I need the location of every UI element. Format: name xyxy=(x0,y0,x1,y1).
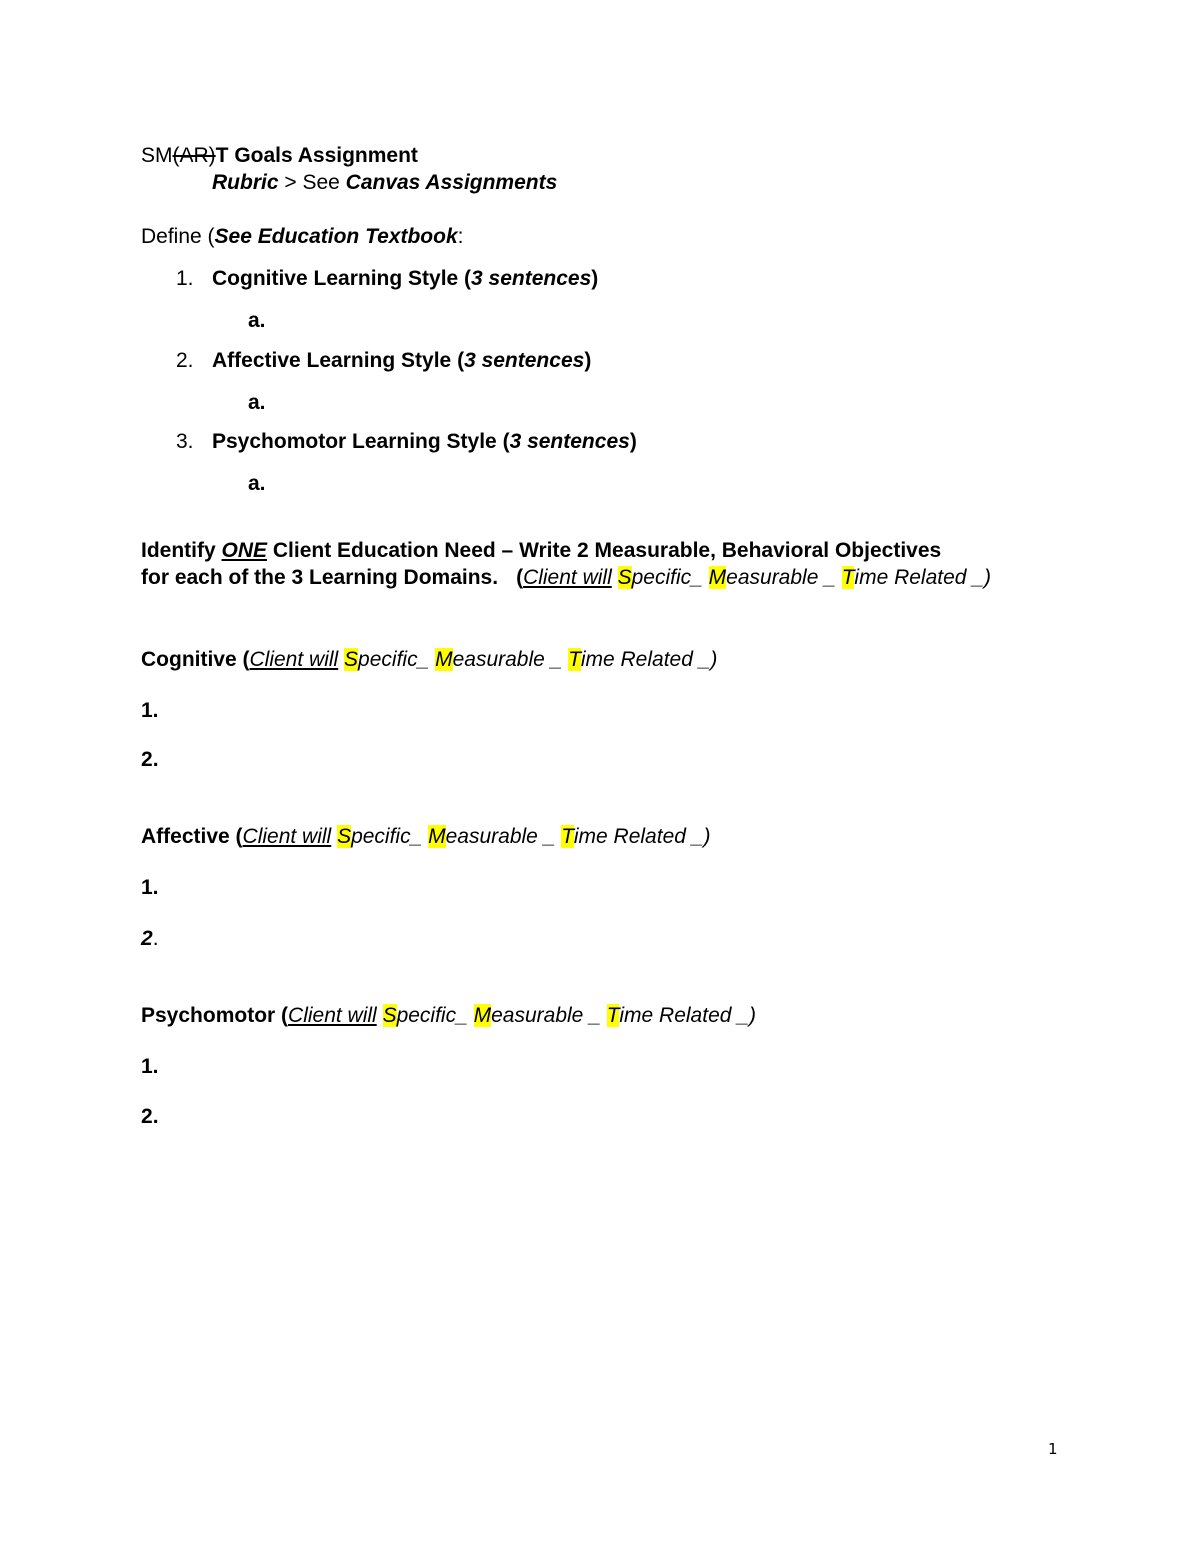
smart-s-highlight: S xyxy=(382,1004,397,1027)
define-line xyxy=(141,224,463,250)
define-item-3 xyxy=(176,429,194,455)
define-item-2-title: Affective Learning Style (3 sentences) xyxy=(212,349,592,372)
define-item-3-title: Psychomotor Learning Style (3 sentences) xyxy=(212,430,637,453)
domain-heading-affective: Affective (Client will Specific_ Measurable _ Time Related _) xyxy=(141,825,711,848)
smart-t-highlight: T xyxy=(841,566,855,589)
smart-t-highlight: T xyxy=(568,648,581,671)
cognitive-objective-2: 2. xyxy=(141,748,159,771)
domain-heading-psychomotor: Psychomotor (Client will Specific_ Measurable _ Time Related _) xyxy=(141,1004,756,1027)
smart-m-highlight: M xyxy=(428,825,446,848)
rubric-label: Rubric xyxy=(212,171,279,194)
smart-s-highlight: S xyxy=(344,648,359,671)
rubric-line xyxy=(212,170,557,196)
cognitive-objective-1: 1. xyxy=(141,699,159,722)
smart-s-highlight: S xyxy=(337,825,352,848)
smart-s-highlight: S xyxy=(617,566,632,589)
define-item-3-sub: a. xyxy=(248,472,266,495)
title-struck-text: (AR) xyxy=(172,144,216,167)
define-colon: : xyxy=(457,225,464,248)
page-number: 1 xyxy=(1048,1440,1058,1458)
client-will-text: Client will xyxy=(523,566,612,589)
affective-objective-2: 2. xyxy=(141,927,159,950)
client-will-text: Client will xyxy=(288,1004,377,1027)
define-item-2 xyxy=(176,348,194,374)
document-title xyxy=(141,143,418,169)
define-item-number: 2. xyxy=(176,349,194,372)
rubric-target: Canvas Assignments xyxy=(345,171,558,194)
rubric-separator: > See xyxy=(278,171,346,194)
define-item-number: 3. xyxy=(176,430,194,453)
define-source: See Education Textbook xyxy=(214,225,458,248)
identify-one-emphasis: ONE xyxy=(221,539,268,562)
psychomotor-objective-1: 1. xyxy=(141,1055,159,1078)
define-item-1-sub: a. xyxy=(248,309,266,332)
identify-line-2: for each of the 3 Learning Domains. (Client will Specific_ Measurable _ Time Related _) xyxy=(141,566,991,589)
identify-heading: Identify ONE Client Education Need – Write 2 Measurable, Behavioral Objectives xyxy=(141,539,942,562)
title-prefix: SM xyxy=(141,144,173,167)
smart-m-highlight: M xyxy=(473,1004,492,1027)
domain-heading-cognitive: Cognitive (Client will Specific_ Measurable _ Time Related _) xyxy=(141,648,718,671)
client-will-text: Client will xyxy=(249,648,339,671)
client-will-text: Client will xyxy=(242,825,332,848)
define-item-number: 1. xyxy=(176,267,194,290)
smart-m-highlight: M xyxy=(435,648,453,671)
define-lead: Define ( xyxy=(141,225,215,248)
define-item-1-title: Cognitive Learning Style (3 sentences) xyxy=(212,267,599,290)
define-item-2-sub: a. xyxy=(248,391,266,414)
psychomotor-objective-2: 2. xyxy=(141,1105,159,1128)
smart-t-highlight: T xyxy=(606,1004,620,1027)
smart-m-highlight: M xyxy=(708,566,727,589)
affective-objective-1: 1. xyxy=(141,876,159,899)
smart-t-highlight: T xyxy=(561,825,574,848)
title-rest: T Goals Assignment xyxy=(215,144,418,167)
